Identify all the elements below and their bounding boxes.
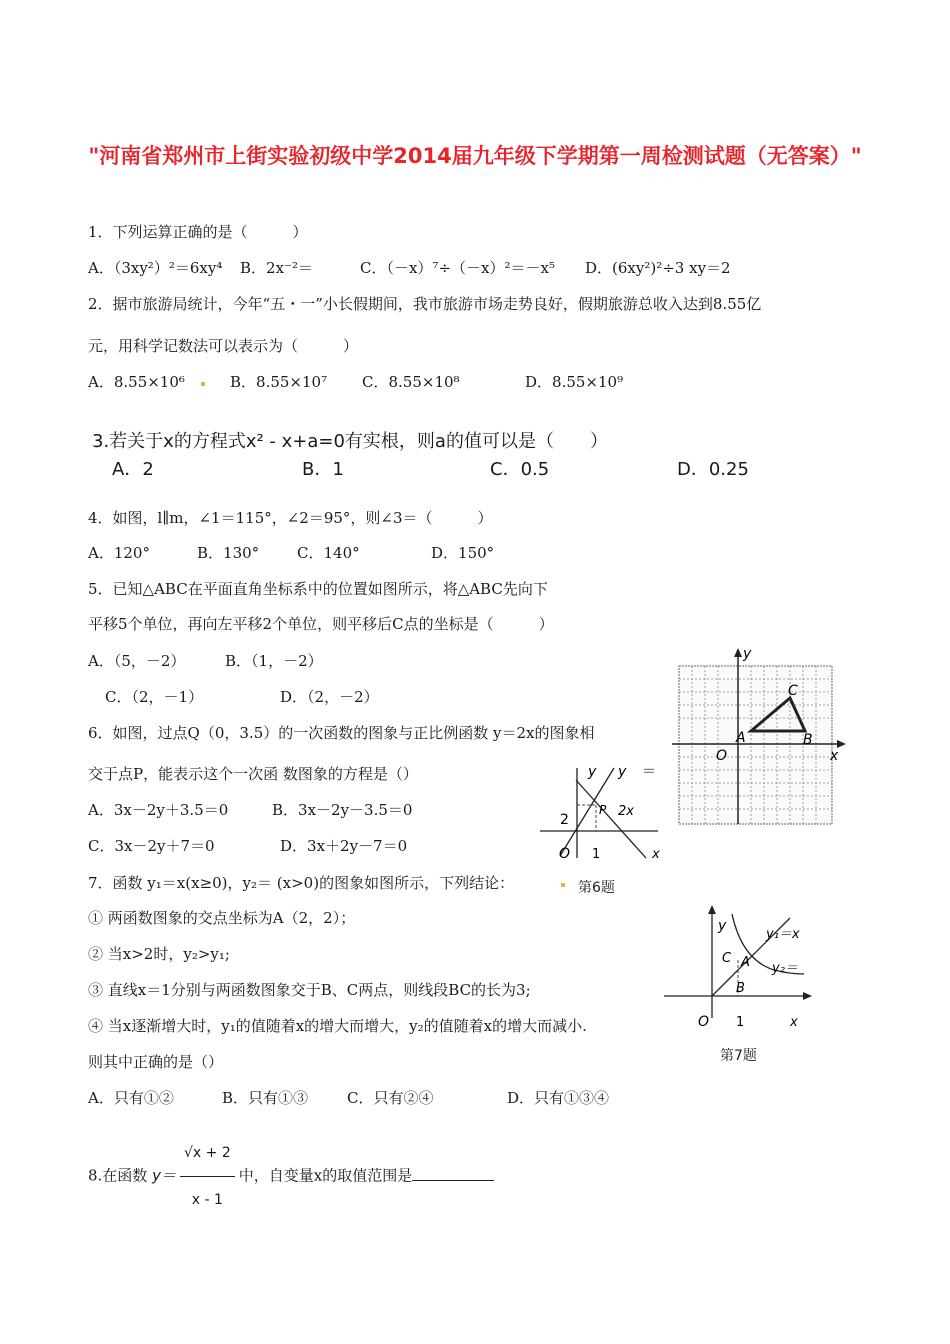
q7-figure bbox=[662, 900, 822, 1035]
fig6-origin-label: O bbox=[559, 846, 571, 860]
q4-option-a: A．120° bbox=[88, 544, 150, 562]
q5-option-c: C．（2，－1） bbox=[105, 688, 204, 706]
fig5-point-a: A bbox=[736, 730, 746, 746]
q3-option-a: A．2 bbox=[112, 459, 154, 480]
fig5-origin-label: O bbox=[716, 748, 728, 764]
q7-option-c: C．只有②④ bbox=[347, 1089, 434, 1107]
q2-option-b: B．8.55×10⁷ bbox=[230, 373, 328, 391]
fig5-point-c: C bbox=[788, 683, 798, 699]
fig7-x-label: x bbox=[790, 1015, 798, 1030]
q8-denominator: x - 1 bbox=[191, 1192, 223, 1208]
fig7-point-a: A bbox=[741, 955, 750, 970]
q2-line2: 元，用科学记数法可以表示为（ ） bbox=[88, 337, 359, 355]
q5-option-a: A．（5，－2） bbox=[88, 652, 186, 670]
fig7-y-label: y bbox=[718, 918, 727, 934]
q4-option-b: B．130° bbox=[197, 544, 260, 562]
fig7-y1-label: y₁＝x bbox=[766, 927, 800, 942]
page-title: "河南省郑州市上街实验初级中学2014届九年级下学期第一周检测试题（无答案）" bbox=[88, 144, 862, 168]
fig5-point-b: B bbox=[803, 732, 813, 748]
fig7-origin-label: O bbox=[698, 1014, 710, 1030]
q3-option-c: C．0.5 bbox=[490, 459, 550, 480]
q5-line2: 平移5个单位，再向左平移2个单位，则平移后C点的坐标是（ ） bbox=[88, 615, 554, 633]
q2-option-d: D．8.55×10⁹ bbox=[525, 373, 624, 391]
q7-question: 则其中正确的是（） bbox=[88, 1053, 224, 1071]
q1-option-d: D．(6xy²)²÷3 xy＝2 bbox=[585, 259, 731, 277]
q8-fraction bbox=[180, 1130, 235, 1223]
q6-option-b: B．3x－2y－3.5＝0 bbox=[272, 801, 413, 819]
q7-statement-4: ④ 当x逐渐增大时，y₁的值随着x的增大而增大，y₂的值随着x的增大而减小. bbox=[88, 1017, 587, 1035]
q7-stem: 7．函数 y₁＝x(x≥0)，y₂＝ (x>0)的图象如图所示，下列结论： bbox=[88, 874, 515, 892]
q2-option-c: C．8.55×10⁸ bbox=[362, 373, 460, 391]
q7-option-a: A．只有①② bbox=[88, 1089, 174, 1107]
q6-figure bbox=[536, 760, 666, 860]
q5-figure bbox=[672, 646, 852, 828]
fig6-line-label: 2x bbox=[618, 804, 634, 819]
q8-function-y: y＝ bbox=[152, 1166, 176, 1185]
q5-option-b: B．（1，－2） bbox=[225, 652, 323, 670]
q6-option-d: D．3x＋2y－7＝0 bbox=[280, 837, 408, 855]
q7-statement-2: ② 当x>2时，y₂>y₁; bbox=[88, 945, 230, 963]
q1-stem: 1．下列运算正确的是（ ） bbox=[88, 223, 308, 241]
q7-figure-caption: 第7题 bbox=[720, 1048, 757, 1064]
fig6-point-p: P bbox=[599, 803, 607, 817]
fig6-y-eq-label: y bbox=[618, 764, 627, 780]
marker-dot bbox=[561, 883, 565, 887]
q1-option-c: C．（－x）⁷÷（－x）²＝－x⁵ bbox=[360, 259, 555, 277]
q8-prefix: 8.在函数 bbox=[88, 1166, 148, 1185]
q4-stem: 4．如图，l∥m，∠1＝115°，∠2＝95°，则∠3＝（ ） bbox=[88, 509, 493, 527]
q5-option-d: D．（2，－2） bbox=[280, 688, 379, 706]
q7-option-b: B．只有①③ bbox=[222, 1089, 309, 1107]
q7-statement-1: ① 两函数图象的交点坐标为A（2，2）； bbox=[88, 909, 356, 927]
q1-option-a: A．（3xy²）²＝6xy⁴ bbox=[88, 259, 223, 277]
fig7-y2-label: y₂＝ bbox=[772, 961, 798, 976]
q4-option-c: C．140° bbox=[297, 544, 360, 562]
fig7-tick-1: 1 bbox=[736, 1015, 745, 1030]
q3-option-d: D．0.25 bbox=[677, 459, 749, 480]
q5-line1: 5．已知△ABC在平面直角坐标系中的位置如图所示，将△ABC先向下 bbox=[88, 580, 548, 598]
q2-option-a: A．8.55×10⁶ bbox=[88, 373, 185, 391]
fig6-y-axis-label: y bbox=[588, 764, 597, 780]
q8-answer-blank[interactable] bbox=[412, 1166, 494, 1181]
fig7-point-b: B bbox=[736, 981, 745, 996]
q8-suffix: 中，自变量x的取值范围是 bbox=[238, 1166, 413, 1185]
q6-option-a: A．3x－2y＋3.5＝0 bbox=[88, 801, 229, 819]
fig5-y-label: y bbox=[743, 646, 752, 662]
q6-option-c: C．3x－2y＋7＝0 bbox=[88, 837, 215, 855]
q6-figure-caption: 第6题 bbox=[578, 880, 615, 896]
q2-line1: 2．据市旅游局统计，今年“五・一”小长假期间，我市旅游市场走势良好，假期旅游总收入达到8.55亿 bbox=[88, 295, 762, 313]
q1-option-b: B．2x⁻²＝ bbox=[240, 259, 313, 277]
q3-option-b: B．1 bbox=[302, 459, 344, 480]
q7-statement-3: ③ 直线x＝1分别与两函数图象交于B、C两点，则线段BC的长为3; bbox=[88, 981, 531, 999]
marker-dot bbox=[201, 382, 205, 386]
q3-stem: 3.若关于x的方程式x² - x+a=0有实根，则a的值可以是（ ） bbox=[92, 431, 608, 452]
fig6-tick-1: 1 bbox=[592, 847, 601, 860]
q8-numerator: √x + 2 bbox=[180, 1130, 235, 1177]
q8-line bbox=[88, 1130, 494, 1223]
fig5-x-label: x bbox=[830, 748, 839, 764]
fig6-x-label: x bbox=[652, 847, 660, 860]
q4-option-d: D．150° bbox=[431, 544, 495, 562]
fig7-point-c: C bbox=[722, 951, 732, 966]
fig6-tick-2: 2 bbox=[560, 812, 569, 828]
q6-line1: 6．如图，过点Q（0，3.5）的一次函数的图象与正比例函数 y＝2x的图象相 bbox=[88, 724, 595, 742]
q6-line2: 交于点P，能表示这个一次函 数图象的方程是（） bbox=[88, 765, 418, 783]
q7-option-d: D．只有①③④ bbox=[507, 1089, 610, 1107]
fig6-equals-sign: ＝ bbox=[642, 764, 656, 780]
